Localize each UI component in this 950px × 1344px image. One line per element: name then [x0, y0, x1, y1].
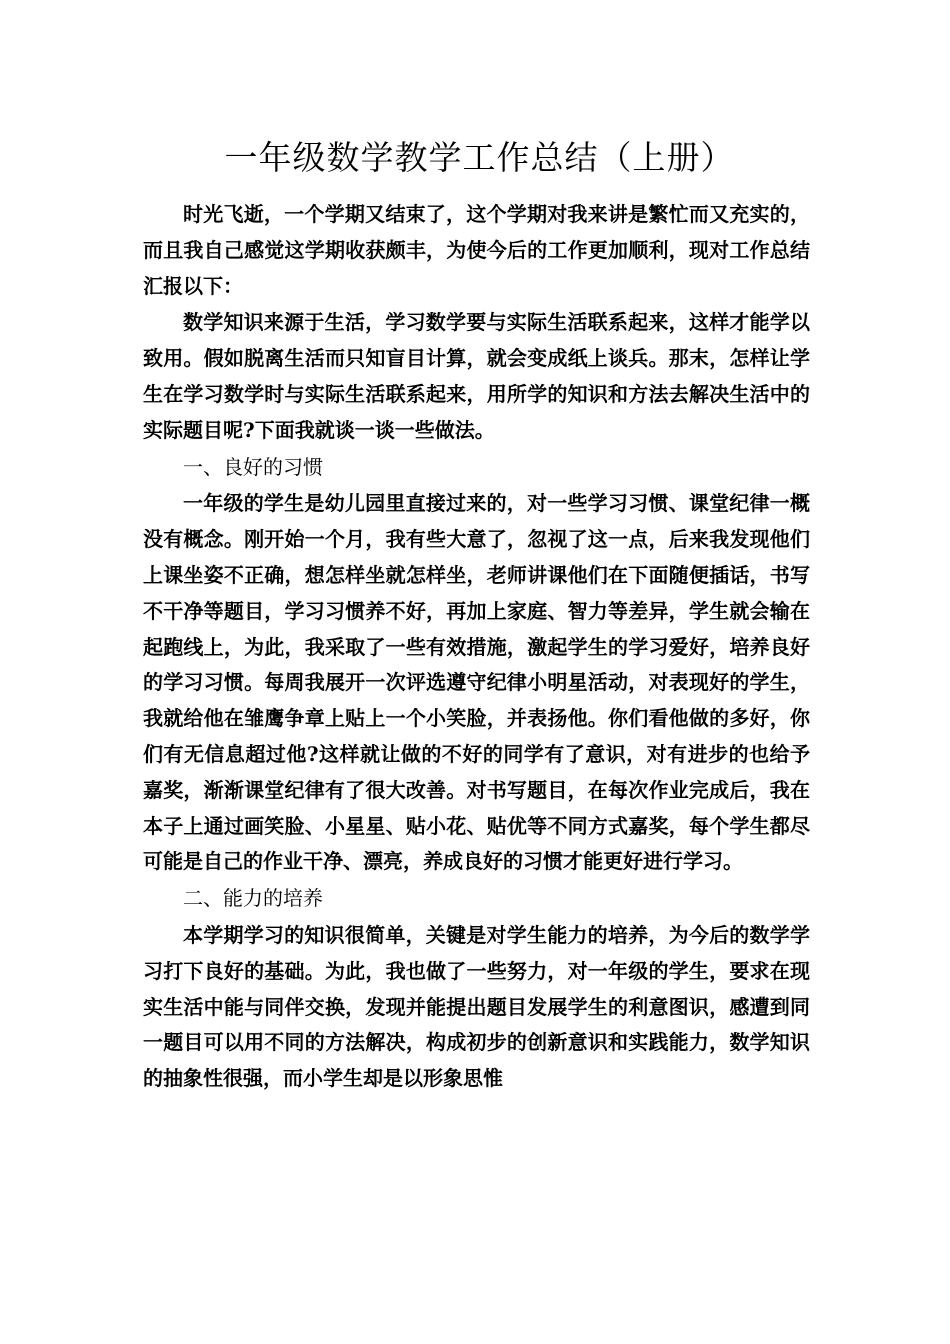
section-heading-abilities: 二、能力的培养	[183, 886, 323, 911]
body-paragraph: 一年级的学生是幼儿园里直接过来的，对一些学习习惯、课堂纪律一概没有概念。刚开始一个月，我有些大意了，忽视了这一点，后来我发现他们上课坐姿不正确，想怎样坐就怎样坐，老师讲课他们在下面随便插话，书写不干净等题目，学习习惯养不好，再加上家庭、智力等差异，学生就会输在起跑线上，为此，我采取了一些有效措施，激起学生的学习爱好，培养良好的学习习惯。每周我展开一次评选遵守纪律小明星活动，对表现好的学生，我就给他在雏鹰争章上贴上一个小笑脸，并表扬他。你们看他做的多好，你们有无信息超过他?这样就让做的不好的同学有了意识，对有进步的也给予嘉奖，渐渐课堂纪律有了很大改善。对书写题目，在每次作业完成后，我在本子上通过画笑脸、小星星、贴小花、贴优等不同方式嘉奖，每个学生都尽可能是自己的作业干净、漂亮，养成良好的习惯才能更好进行学习。	[143, 491, 810, 874]
body-paragraph: 本学期学习的知识很简单，关键是对学生能力的培养，为今后的数学学习打下良好的基础。为此，我也做了一些努力，对一年级的学生，要求在现实生活中能与同伴交换，发现并能提出题目发展学生的利意图识，感遭到同一题目可以用不同的方法解决，构成初步的创新意识和实践能力，数学知识的抽象性很强，而小学生却是以形象思惟	[143, 922, 810, 1091]
intro-paragraph: 时光飞逝，一个学期又结束了，这个学期对我来讲是繁忙而又充实的，而且我自己感觉这学期收获颇丰，为使今后的工作更加顺利，现对工作总结汇报以下：	[143, 202, 810, 298]
document-title: 一年级数学教学工作总结（上册）	[224, 138, 735, 177]
section-heading-habits: 一、良好的习惯	[183, 454, 323, 479]
body-paragraph: 数学知识来源于生活，学习数学要与实际生活联系起来，这样才能学以致用。假如脱离生活而只知盲目计算，就会变成纸上谈兵。那末，怎样让学生在学习数学时与实际生活联系起来，用所学的知识和方法去解决生活中的实际题目呢?下面我就谈一谈一些做法。	[143, 310, 810, 442]
